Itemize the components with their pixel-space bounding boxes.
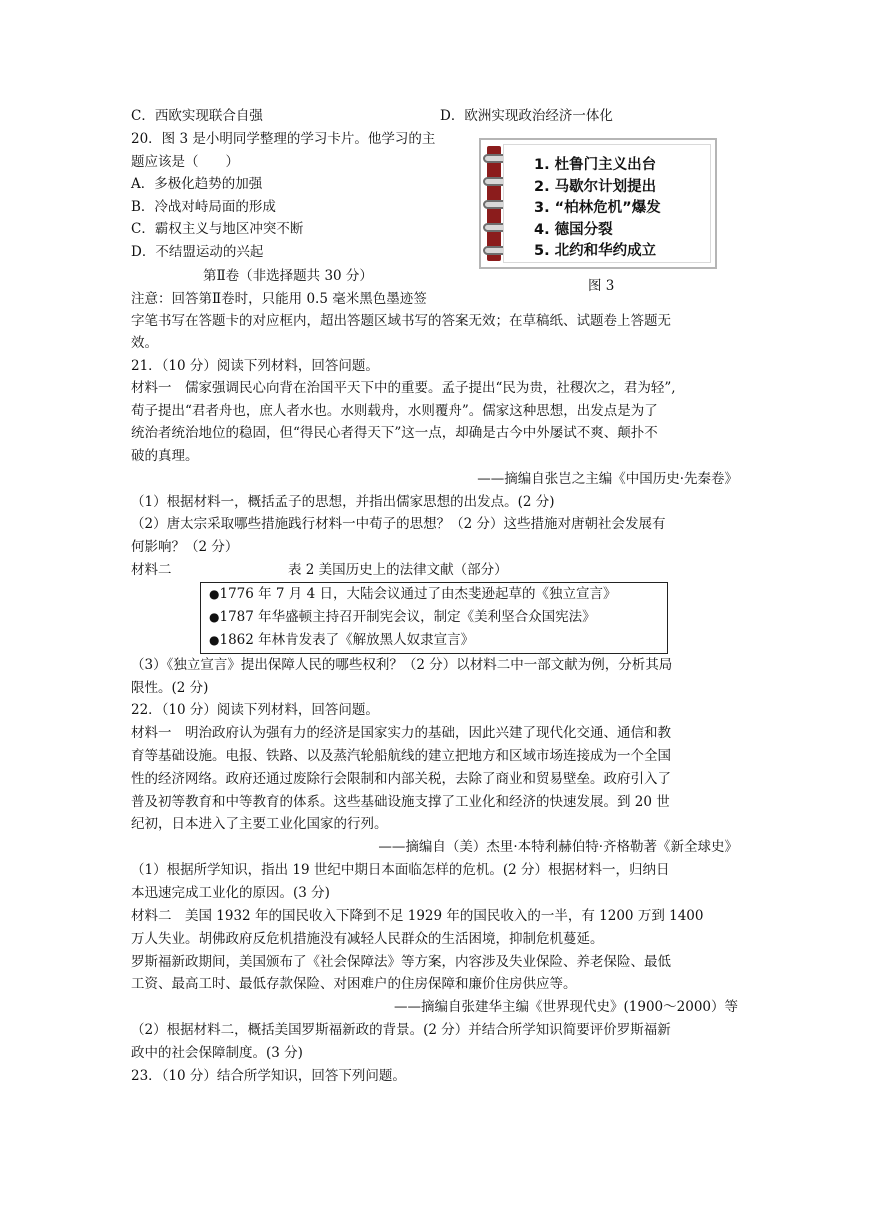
q19-option-c: C．西欧实现联合自强 [131,108,263,124]
table-row [209,583,667,606]
card-item: 4. 德国分裂 [534,221,613,238]
bullet-icon: ● [209,587,220,601]
table-row [209,606,667,629]
q20-option-c: C．霸权主义与地区冲突不断 [131,221,304,237]
q20-option-d: D．不结盟运动的兴起 [131,243,264,260]
q19-option-d: D．欧洲实现政治经济一体化 [440,108,613,124]
q22-subquestion-1-line1: （1）根据所学知识，指出 19 世纪中期日本面临怎样的危机。(2 分）根据材料一，归纳日 [131,862,670,878]
q21-subquestion-2-line2: 何影响？（2 分） [131,539,239,555]
q22-material2-line1: 材料二 美国 1932 年的国民收入下降到不足 1929 年的国民收入的一半，有 1200 万到 1400 [131,908,704,924]
q20-stem-line1: 20．图 3 是小明同学整理的学习卡片。他学习的主 [131,131,436,147]
q22-subquestion-1-line2: 本迅速完成工业化的原因。(3 分) [131,885,330,901]
q22-heading: 22．（10 分）阅读下列材料，回答问题。 [131,702,379,718]
q21-material1-line4: 破的真理。 [131,448,199,464]
law-documents-table [200,582,668,654]
figure-caption: 图 3 [588,278,615,294]
q22-material1-line4: 普及初等教育和中等教育的体系。这些基础设施支撑了工业化和经济的快速发展。到 20 世 [131,794,670,810]
q20-option-b: B．冷战对峙局面的形成 [131,198,276,215]
q22-material2-line3: 罗斯福新政期间，美国颁布了《社会保障法》等方案，内容涉及失业保险、养老保险、最低 [131,954,671,970]
q21-subquestion-3-line2: 限性。(2 分) [131,680,209,696]
q22-material1-line3: 性的经济网络。政府还通过废除行会限制和内部关税，去除了商业和贸易壁垒。政府引入了 [131,771,671,787]
q21-subquestion-3-line1: （3）《独立宣言》提出保障人民的哪些权利？（2 分）以材料二中一部文献为例，分析其局 [131,657,673,673]
card-item: 5. 北约和华约成立 [534,243,657,259]
question-20 [131,128,476,263]
q21-subquestion-1: （1）根据材料一，概括孟子的思想，并指出儒家思想的出发点。(2 分) [131,494,555,510]
q22-material2-source: ——摘编自张建华主编《世界现代史》(1900～2000）等 [394,999,738,1015]
q22-material1-line2: 育等基础设施。电报、铁路、以及蒸汽轮船航线的建立把地方和区域市场连接成为一个全国 [131,748,671,764]
q21-material1-line1: 材料一 儒家强调民心向背在治国平天下中的重要。孟子提出“民为贵，社稷次之，君为轻”, [131,380,676,396]
bullet-icon: ● [209,633,220,647]
q21-material2-label: 材料二 [131,562,172,578]
q22-subquestion-2-line1: （2）根据材料二，概括美国罗斯福新政的背景。(2 分）并结合所学知识简要评价罗斯福新 [131,1022,671,1038]
q22-material1-line5: 纪初，日本进入了主要工业化国家的行列。 [131,816,388,832]
study-card-figure [479,138,717,269]
card-item: 1. 杜鲁门主义出台 [534,157,657,173]
q21-heading: 21．（10 分）阅读下列材料，回答问题。 [131,358,379,374]
section-note-line2: 字笔书写在答题卡的对应框内，超出答题区域书写的答案无效；在草稿纸、试题卷上答题无 [131,313,671,329]
section-note-line1: 注意：回答第Ⅱ卷时，只能用 0.5 毫米黑色墨迹签 [131,291,427,307]
table-row [209,629,667,652]
q22-subquestion-2-line2: 政中的社会保障制度。(3 分) [131,1045,303,1061]
q22-material1-line1: 材料一 明治政府认为强有力的经济是国家实力的基础，因此兴建了现代化交通、通信和教 [131,725,671,741]
q22-material1-source: ——摘编自（美）杰里·本特利赫伯特·齐格勒著《新全球史》 [378,839,738,855]
section-note-line3: 效。 [131,335,158,351]
card-item: 3. “柏林危机”爆发 [534,200,661,216]
table-row-text: 1787 年华盛顿主持召开制宪会议，制定《美利坚合众国宪法》 [219,609,596,625]
card-list [534,155,661,263]
q21-material1-line2: 荀子提出“君者舟也，庶人者水也。水则载舟，水则覆舟”。儒家这种思想，出发点是为了 [131,403,658,419]
q20-stem-line2: 题应该是（ ） [131,153,239,170]
q21-material1-source: ——摘编自张岂之主编《中国历史·先秦卷》 [477,471,738,487]
bullet-icon: ● [209,610,220,624]
section-title: 第Ⅱ卷（非选择题共 30 分） [203,268,373,284]
table-row-text: 1776 年 7 月 4 日，大陆会议通过了由杰斐逊起草的《独立宣言》 [219,586,617,602]
table-row-text: 1862 年林肯发表了《解放黑人奴隶宣言》 [219,632,475,648]
q21-material1-line3: 统治者统治地位的稳固，但“得民心者得天下”这一点，却确是古今中外屡试不爽、颠扑不 [131,425,658,441]
q22-material2-line4: 工资、最高工时、最低存款保险、对困难户的住房保障和廉价住房供应等。 [131,976,577,992]
q22-material2-line2: 万人失业。胡佛政府反危机措施没有减轻人民群众的生活困境，抑制危机蔓延。 [131,931,604,947]
q21-subquestion-2-line1: （2）唐太宗采取哪些措施践行材料一中荀子的思想？（2 分）这些措施对唐朝社会发展有 [131,516,666,532]
card-item: 2. 马歇尔计划提出 [534,178,657,195]
q20-option-a: A．多极化趋势的加强 [131,176,263,192]
table-title: 表 2 美国历史上的法律文献（部分） [288,562,508,578]
card-sheet [503,144,711,263]
q23-heading: 23．（10 分）结合所学知识，回答下列问题。 [131,1068,406,1084]
